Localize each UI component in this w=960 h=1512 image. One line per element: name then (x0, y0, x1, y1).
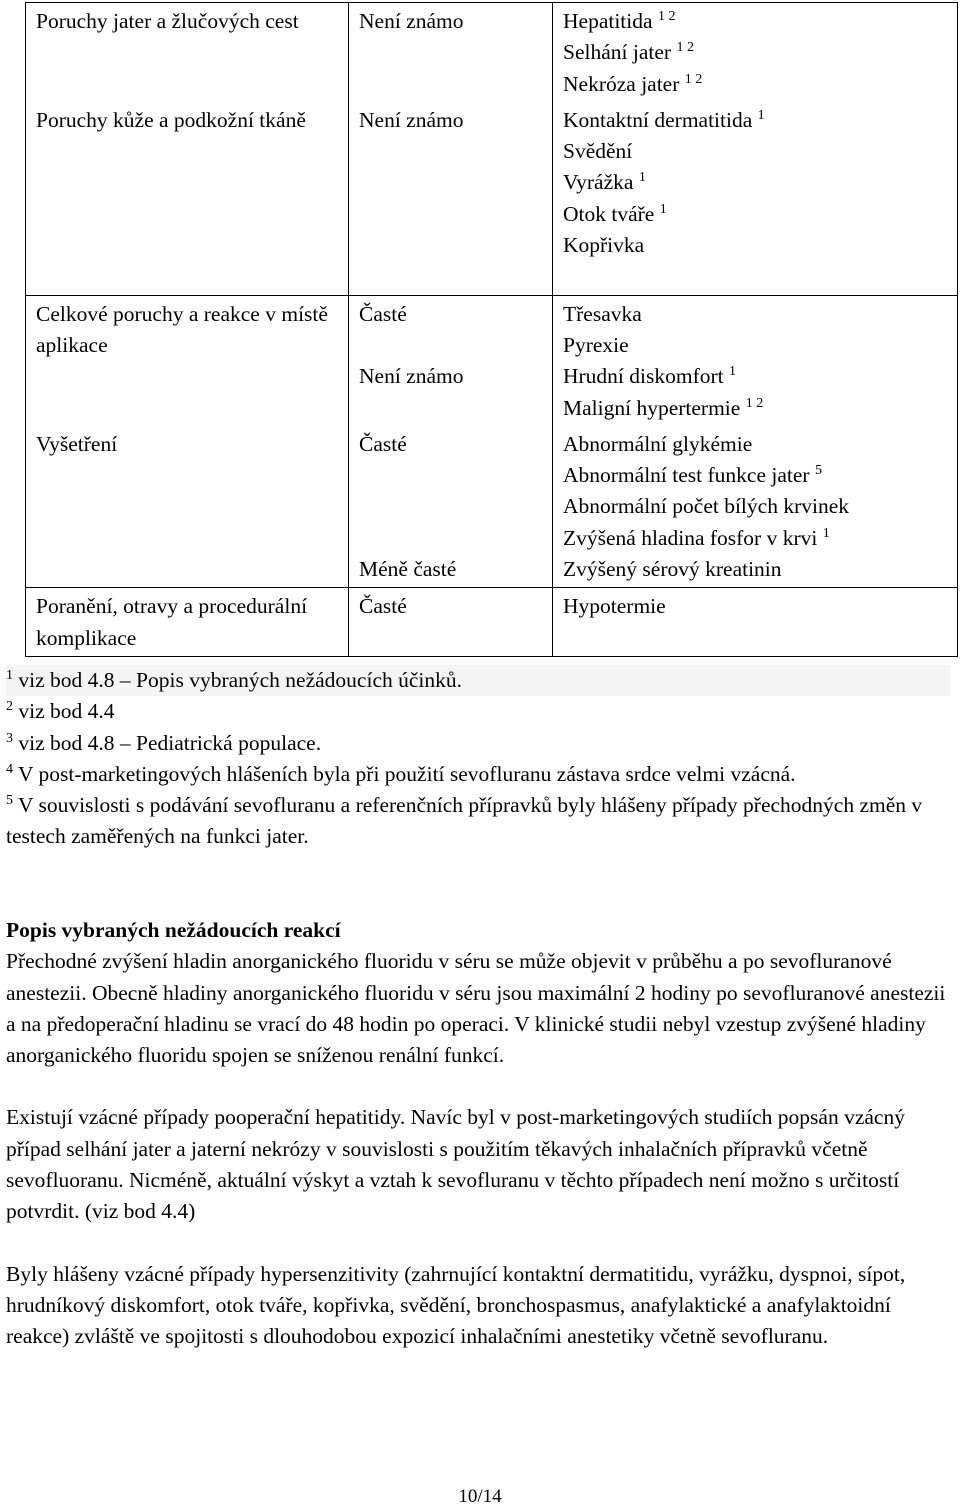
table-row (26, 588, 958, 657)
frequency-cell (349, 102, 553, 295)
frequency-text: Časté (359, 431, 407, 456)
organ-class-text: Vyšetření (36, 431, 118, 456)
frequency-text: Není známo (359, 107, 464, 132)
footnote (6, 759, 950, 790)
footnote-ref: 1 2 (745, 395, 764, 411)
footnote-text: viz bod 4.8 – Pediatrická populace. (18, 730, 322, 755)
reaction-item (563, 261, 953, 292)
table-row (26, 295, 958, 426)
footnote-ref: 5 (814, 463, 822, 479)
reaction-item (563, 330, 953, 361)
frequency-cell (349, 426, 553, 588)
paragraph-text: Byly hlášeny vzácné případy hypersenzitivity (zahrnující kontaktní dermatitidu, vyrážku, dyspnoi, sípot, hrudníkový diskomfort, otok tváře, kopřivka, svědění, bronchospasmus, anafylaktické a anafylaktoidní reakce) zvláště ve spojitosti s dlouhodobou expozicí inhalačními anestetiky včetně sevofluranu. (6, 1261, 906, 1349)
footnote-mark: 1 (6, 668, 13, 683)
reaction-text: Pyrexie (563, 332, 629, 357)
organ-class-text: Poranění, otravy a procedurální komplikace (36, 594, 308, 650)
section-paragraph-3 (6, 1259, 946, 1353)
reaction-text: Zvýšená hladina fosfor v krvi (563, 525, 818, 550)
reactions-cell (553, 3, 958, 102)
reaction-text: Hrudní diskomfort (563, 364, 724, 389)
reaction-text: Kopřivka (563, 233, 645, 258)
reaction-text: Abnormální test funkce jater (563, 463, 810, 488)
footnote-text: V post-marketingových hlášeních byla při použití sevofluranu zástava srdce velmi vzácná. (18, 761, 796, 786)
footnote-text: viz bod 4.4 (18, 699, 115, 724)
reaction-item (563, 37, 953, 68)
frequency-cell (349, 588, 553, 657)
footnote-mark: 3 (6, 730, 13, 746)
reaction-item (563, 230, 953, 261)
paragraph-text: Existují vzácné případy pooperační hepatitidy. Navíc byl v post-marketingových studiích popsán vzácný případ selhání jater a jaterní nekrózy v souvislosti s použitím těkavých inhalačních přípravků včetně sevofluoranu. Nicméně, aktuální výskyt a vztah k sevofluranu v těchto případech není možno s určitostí potvrdit. (viz bod 4.4) (6, 1105, 905, 1224)
organ-class-cell (26, 295, 349, 426)
reaction-text: Třesavka (563, 301, 642, 326)
footnote-ref: 1 2 (684, 71, 703, 87)
organ-class-text: Poruchy kůže a podkožní tkáně (36, 107, 306, 132)
reaction-item (563, 429, 953, 460)
section-selected-reactions (6, 915, 946, 1384)
reaction-item (563, 6, 953, 37)
reaction-item (563, 554, 953, 585)
footnote-ref: 1 2 (657, 9, 676, 24)
organ-class-cell (26, 426, 349, 588)
reaction-item (563, 523, 953, 554)
reaction-item (563, 105, 953, 136)
frequency-text: Není známo (359, 9, 464, 33)
frequency-cell (349, 295, 553, 426)
footnote-ref: 1 (659, 201, 667, 217)
footnote-ref: 1 (729, 364, 737, 380)
reaction-item (563, 167, 953, 198)
reaction-text: Otok tváře (563, 201, 655, 226)
reactions-cell (553, 588, 958, 657)
footnotes (6, 665, 950, 853)
reaction-text: Abnormální počet bílých krvinek (563, 494, 849, 519)
frequency-text: Časté (359, 594, 407, 619)
reaction-text: Svědění (563, 139, 633, 164)
footnote-mark: 2 (6, 699, 13, 715)
reaction-text: Abnormální glykémie (563, 431, 753, 456)
reaction-item (563, 591, 953, 622)
footnote (6, 696, 950, 727)
frequency-text: Méně časté (359, 557, 457, 582)
organ-class-cell (26, 102, 349, 295)
reaction-text: Vyrážka (563, 170, 634, 195)
reaction-text: Maligní hypertermie (563, 395, 741, 420)
table-row (26, 426, 958, 588)
footnote (6, 728, 950, 759)
footnote-ref: 1 (638, 170, 646, 186)
reaction-item (563, 299, 953, 330)
footnote-mark: 4 (6, 761, 13, 777)
organ-class-text: Celkové poruchy a reakce v místě aplikace (36, 301, 328, 357)
reaction-item (563, 199, 953, 230)
reaction-text: Selhání jater (563, 40, 672, 65)
section-heading: Popis vybraných nežádoucích reakcí (6, 918, 341, 942)
footnote (6, 790, 950, 853)
organ-class-cell (26, 3, 349, 102)
paragraph-text: Přechodné zvýšení hladin anorganického fluoridu v séru se může objevit v průběhu a po sevofluranové anestezii. Obecně hladiny anorganického fluoridu v séru jsou maximální 2 hodiny po sevofluranové anestezii a na předoperační hladinu se vrací do 48 hodin po operaci. V klinické studii nebyl vzestup zvýšené hladiny anorganického fluoridu spojen se sníženou renální funkcí. (6, 949, 946, 1068)
reaction-item (563, 393, 953, 424)
reactions-cell (553, 295, 958, 426)
reaction-text: Kontaktní dermatitida (563, 107, 753, 132)
section-paragraph-1 (6, 915, 946, 1071)
adverse-reactions-table (25, 2, 958, 657)
footnote-text: viz bod 4.8 – Popis vybraných nežádoucích účinků. (18, 668, 463, 692)
footnote-mark: 5 (6, 793, 13, 809)
frequency-text: Není známo (359, 364, 464, 389)
reactions-cell (553, 102, 958, 295)
page-number: 10/14 (458, 1486, 502, 1507)
footnote (6, 665, 950, 696)
table-row (26, 102, 958, 295)
reaction-text: Hypotermie (563, 594, 666, 619)
reaction-text: Hepatitida (563, 9, 653, 33)
footnote-ref: 1 (757, 107, 765, 123)
reaction-item (563, 491, 953, 522)
organ-class-cell (26, 588, 349, 657)
reaction-item (563, 136, 953, 167)
organ-class-text: Poruchy jater a žlučových cest (36, 9, 299, 33)
reaction-item (563, 460, 953, 491)
reactions-cell (553, 426, 958, 588)
footnote-ref: 1 (822, 525, 830, 541)
frequency-cell (349, 3, 553, 102)
reaction-text: Nekróza jater (563, 71, 680, 96)
reaction-item (563, 69, 953, 100)
footnote-text: V souvislosti s podávání sevofluranu a referenčních přípravků byly hlášeny případy přechodných změn v testech zaměřených na funkci jater. (6, 793, 923, 849)
frequency-text: Časté (359, 301, 407, 326)
reaction-item (563, 361, 953, 392)
reaction-text: Zvýšený sérový kreatinin (563, 557, 782, 582)
footnote-ref: 1 2 (676, 40, 694, 56)
section-paragraph-2 (6, 1102, 946, 1227)
table-row (26, 3, 958, 102)
